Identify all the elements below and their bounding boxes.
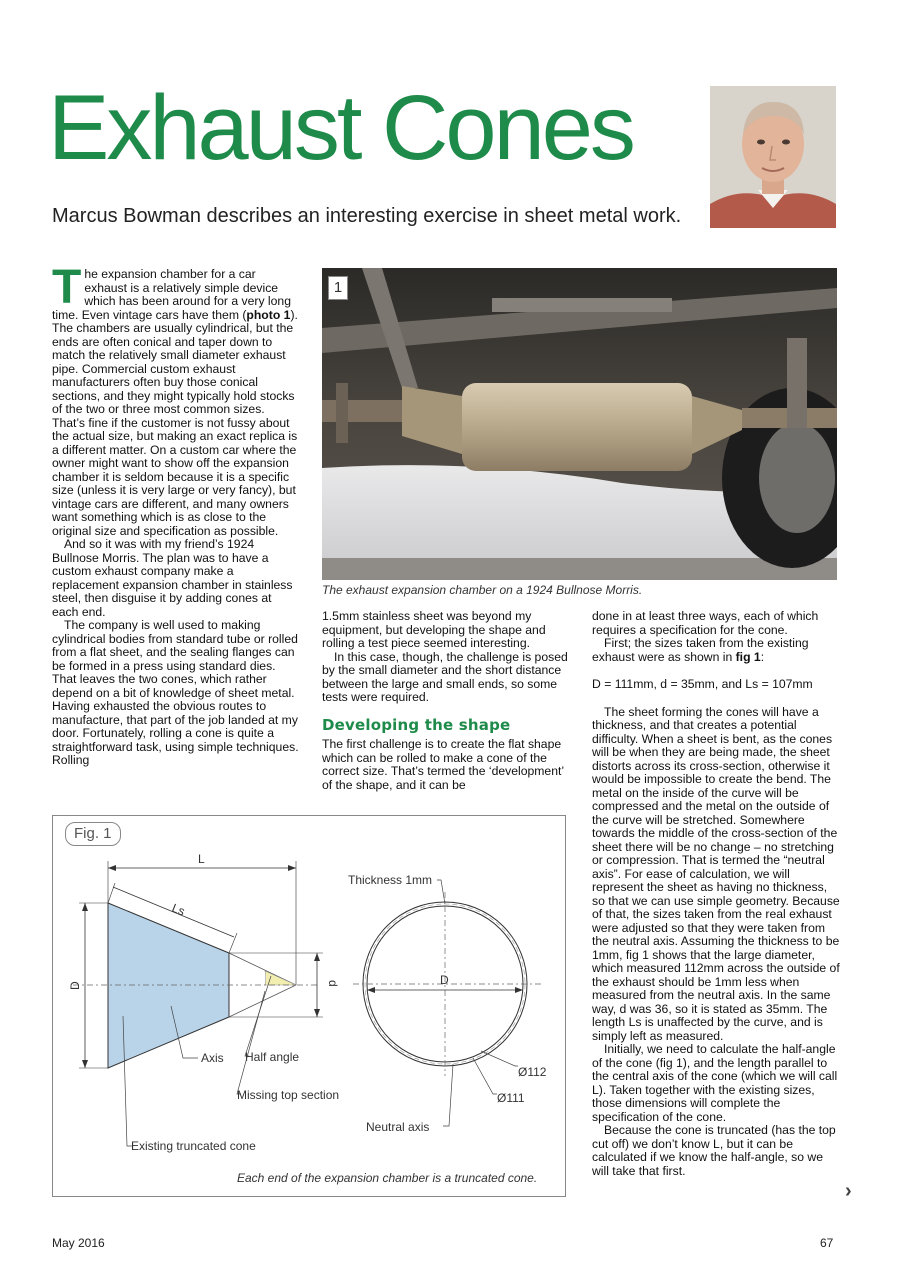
dim-D-label: D xyxy=(68,981,82,990)
page-number: 67 xyxy=(820,1236,834,1250)
figure-1 xyxy=(52,815,566,1197)
figure-caption: Each end of the expansion chamber is a truncated cone. xyxy=(237,1171,538,1185)
col1-p2: And so it was with my friend’s 1924 Bullnose Morris. The plan was to have a custom exhaust company make a replacement expansion chamber in stainless steel, then disguise it by adding cones at each end. xyxy=(52,537,293,619)
article-title: Exhaust Cones xyxy=(48,77,633,179)
fig-reference: fig 1 xyxy=(735,649,761,664)
col1-p1-end: ). The chambers are usually cylindrical, but the ends are often conical and taper down to match the relatively small diameter exhaust pipe. Commercial custom exhaust manufacturers often buy those conical sections, and they might typically hold stocks of the two or three most common sizes. That’s fine if the customer is not fussy about the actual size, but making an exact replica is a different matter. On a custom car where the owner might want to show off the expansion chamber it is seldom because it is a specific size (unless it is very large or very fancy), but vintage cars are different, and many owners want something which is as close to the original size and specification as possible. xyxy=(52,307,298,538)
existing-cone-label: Existing truncated cone xyxy=(131,1139,256,1153)
dia-112-label: Ø112 xyxy=(518,1065,547,1079)
col1-p3: The company is well used to making cylindrical bodies from standard tube or rolled from a flat sheet, and the sealing flanges can be formed in a press using standard dies. That leaves the two cones, which rather depend on a bit of knowledge of sheet metal. Having exhausted the obvious routes to manufacture, that part of the job landed at my door. Fortunately, rolling a cone is quite a straightforward task, using simple techniques. Rolling xyxy=(52,618,299,767)
issue-date: May 2016 xyxy=(52,1236,105,1250)
column-1 xyxy=(52,261,300,768)
dia-111-label: Ø111 xyxy=(497,1091,525,1105)
neutral-axis-label: Neutral axis xyxy=(366,1120,430,1134)
dim-L-label: L xyxy=(198,852,205,866)
figure-label: Fig. 1 xyxy=(65,822,121,846)
half-angle-label: Half angle xyxy=(245,1050,300,1064)
col3-p3: The sheet forming the cones will have a thickness, and that creates a potential difficulty. When a sheet is bent, as the cones will be when they are being made, the sheet distorts across its cross-section, otherwise it would be impossible to create the bend. The metal on the inside of the curve will be compressed and the metal on the outside of the curve will be stretched. Somewhere towards the middle of the cross-section of the sheet there will be no change – no stretching or compression. That is termed the “neutral axis”. For ease of calculation, we will represent the sheet as having no thickness, so that we can use simple geometry. Because of that, the sizes taken from the real exhaust were adjusted so that they were taken from the neutral axis. Assuming the thickness to be 1mm, fig 1 shows that the large diameter, which measured 112mm across the outside of the exhaust should be 1mm less when measured from the neutral axis. In the same way, d was 36, so it is stated as 35mm. The length Ls is unaffected by the curve, and is simply left as measured. xyxy=(592,704,840,1043)
thickness-label: Thickness 1mm xyxy=(348,873,433,887)
photo-reference: photo 1 xyxy=(246,307,291,322)
dim-d-label: d xyxy=(326,980,340,987)
col2-p2: In this case, though, the challenge is posed by the small diameter and the short distance between the large and small ends, so some tests were required. xyxy=(322,649,568,704)
col1-p1-start: he expansion chamber for a car exhaust is a relatively simple device which has been around for a very long time. Even vintage cars have them ( xyxy=(52,267,291,322)
col3-p2-start: First; the sizes taken from the existing exhaust were as shown in xyxy=(592,636,809,664)
next-page-icon[interactable]: › xyxy=(845,1180,852,1202)
missing-top-label: Missing top section xyxy=(237,1088,340,1102)
column-3 xyxy=(592,610,840,1178)
col3-p1: done in at least three ways, each of which requires a specification for the cone. xyxy=(592,609,819,637)
figure-diagram xyxy=(53,816,565,1196)
col3-p2-end: : xyxy=(760,649,765,664)
col2-p3: The first challenge is to create the flat shape which can be rolled to make a cone of the correct size. That’s termed the ‘development’ of the shape, and it can be xyxy=(322,737,564,792)
column-2 xyxy=(322,610,570,792)
photo-caption: The exhaust expansion chamber on a 1924 Bullnose Morris. xyxy=(322,583,643,597)
formula: D = 111mm, d = 35mm, and Ls = 107mm xyxy=(592,677,813,691)
section-heading: Developing the shape xyxy=(322,715,511,734)
col3-p4: Initially, we need to calculate the half-angle of the cone (fig 1), and the length parallel to the central axis of the cone (which we will call L). Taken together with the existing sizes, those dimensions will complete the specification of the cone. xyxy=(592,1042,838,1124)
dim-Ls-label: Ls xyxy=(169,900,187,919)
half-angle-mark xyxy=(265,971,296,985)
dim-D-circle-label: D xyxy=(440,973,449,987)
drop-cap: T xyxy=(52,261,82,314)
axis-label: Axis xyxy=(201,1051,224,1065)
article-subtitle: Marcus Bowman describes an interesting exercise in sheet metal work. xyxy=(52,205,682,227)
col3-p5: Because the cone is truncated (has the top cut off) we don’t know L, but it can be calculated if we know the half-angle, so we will take that first. xyxy=(592,1123,836,1178)
author-portrait xyxy=(710,86,836,228)
col2-p1: 1.5mm stainless sheet was beyond my equipment, but developing the shape and rolling a test piece seemed interesting. xyxy=(322,609,546,650)
photo-1 xyxy=(322,268,837,580)
photo-number: 1 xyxy=(328,276,348,300)
